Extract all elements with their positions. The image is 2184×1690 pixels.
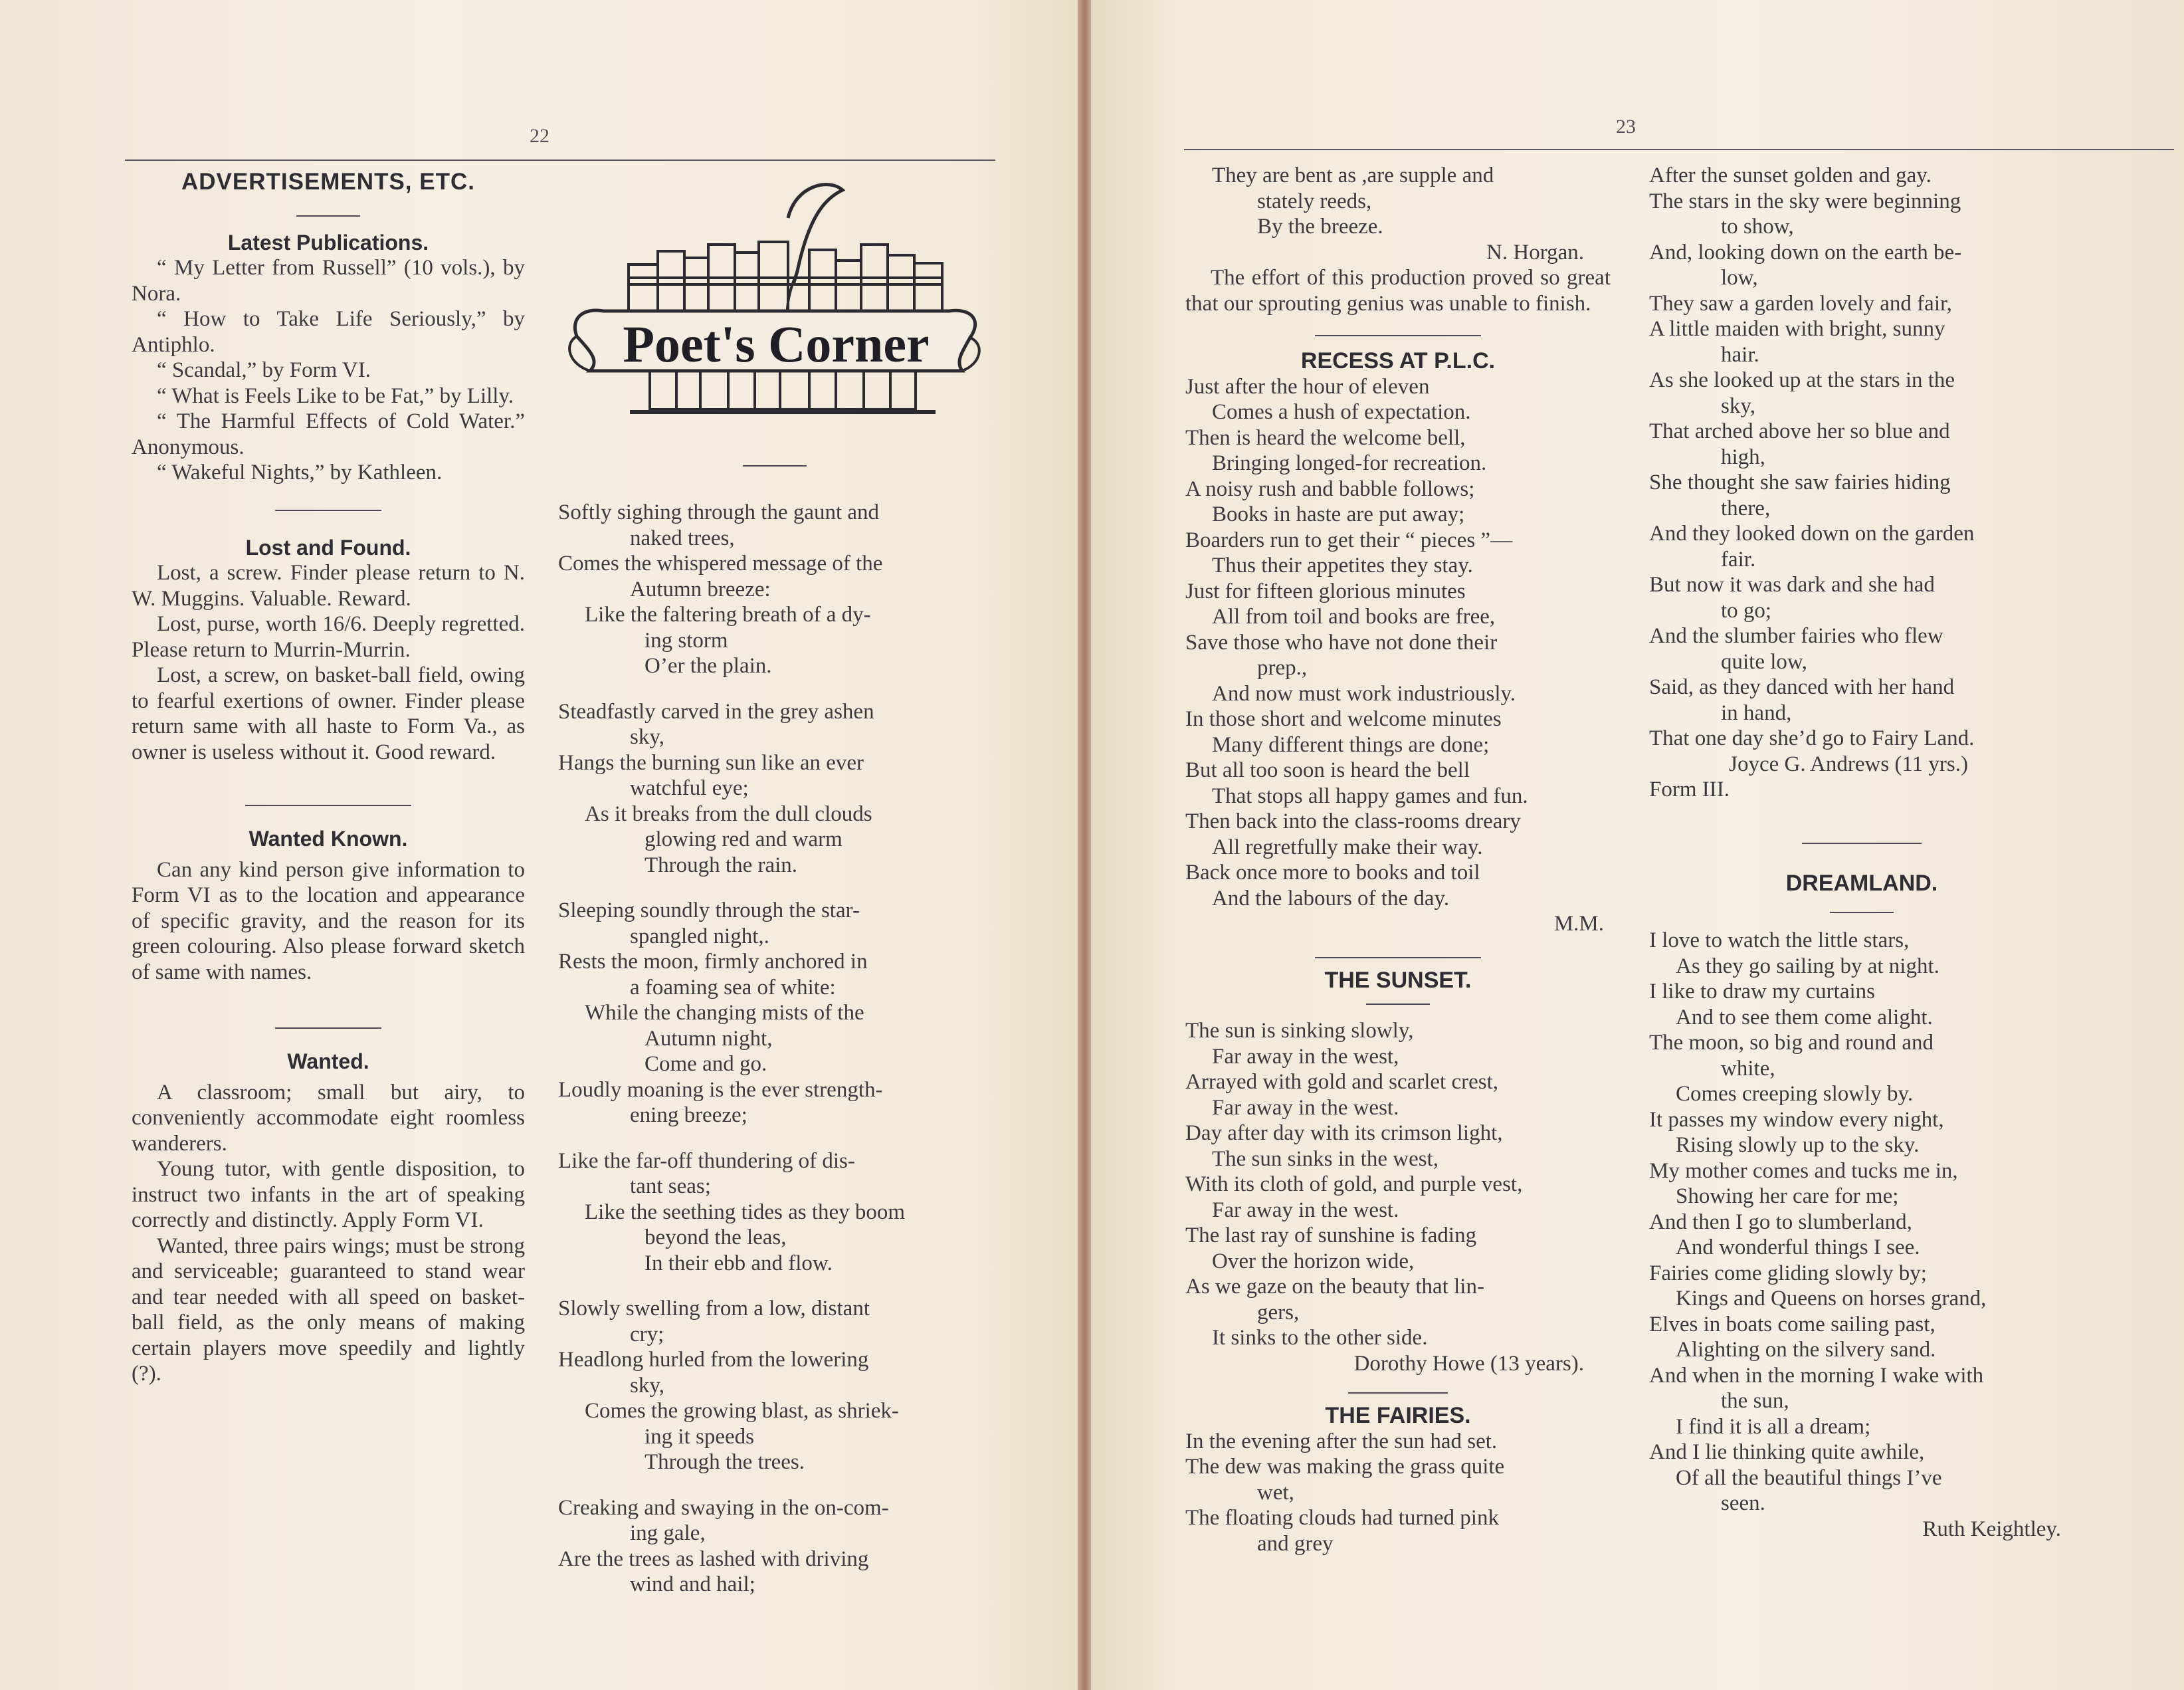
verse-line: The dew was making the grass quite xyxy=(1185,1455,1505,1479)
verse-line: The sun sinks in the west, xyxy=(1212,1146,1439,1171)
lost-found-list xyxy=(132,560,525,765)
page-number-left: 22 xyxy=(530,125,549,147)
verse-line: ening breeze; xyxy=(630,1103,747,1127)
divider xyxy=(275,510,381,511)
verse-line: Then back into the class-rooms dreary xyxy=(1185,809,1521,833)
sunset-heading: THE SUNSET. xyxy=(1324,967,1472,993)
verse-line: Sleeping soundly through the star- xyxy=(558,898,860,922)
verse-line: I love to watch the little stars, xyxy=(1649,928,1910,952)
divider xyxy=(245,805,411,806)
verse-line: Autumn breeze: xyxy=(630,577,771,601)
verse-line: Boarders run to get their “ pieces ”— xyxy=(1185,528,1513,552)
verse-line: Just for fifteen glorious minutes xyxy=(1185,579,1466,603)
verse-line: Come and go. xyxy=(645,1052,767,1076)
verse-line: Said, as they danced with her hand xyxy=(1649,675,1955,699)
verse-line: Elves in boats come sailing past, xyxy=(1649,1312,1936,1336)
wanted-known-item: Can any kind person give information to Form VI as to the location and appearance of specific gravity, and the reason for its green colouring. Also please forward sketch of same with names. xyxy=(132,857,525,984)
verse-line: Back once more to books and toil xyxy=(1185,861,1480,885)
divider xyxy=(296,215,360,217)
verse-line: to show, xyxy=(1721,215,1794,239)
verse-line: Far away in the west. xyxy=(1212,1095,1399,1120)
verse-line: prep., xyxy=(1257,656,1308,680)
right-column-2 xyxy=(1649,163,2074,1542)
verse-line: wet, xyxy=(1257,1480,1294,1505)
verse-line: naked trees, xyxy=(630,526,735,550)
publication-item: “ The Harmful Effects of Cold Water.” Anonymous. xyxy=(132,409,525,459)
recess-heading: RECESS AT P.L.C. xyxy=(1300,348,1496,373)
divider xyxy=(1315,957,1481,958)
verse-line: But now it was dark and she had xyxy=(1649,573,1935,597)
verse-line: cry; xyxy=(630,1322,664,1346)
wanted-item: A classroom; small but airy, to conveniently accommodate eight roomless wanderers. xyxy=(132,1080,525,1156)
verse-line: All from toil and books are free, xyxy=(1212,605,1496,629)
verse-line: That one day she’d go to Fairy Land. xyxy=(1649,726,1975,750)
verse-line: And now must work industriously. xyxy=(1212,681,1516,706)
verse-line: But all too soon is heard the bell xyxy=(1185,758,1470,782)
verse-line: With its cloth of gold, and purple vest, xyxy=(1185,1172,1523,1196)
verse-line: As we gaze on the beauty that lin- xyxy=(1185,1275,1484,1299)
verse-line: A little maiden with bright, sunny xyxy=(1649,317,1945,341)
verse-line: In those short and welcome minutes xyxy=(1185,707,1502,731)
verse-line: It sinks to the other side. xyxy=(1212,1326,1428,1350)
verse-line: While the changing mists of the xyxy=(585,1001,864,1025)
verse-line: Of all the beautiful things I’ve xyxy=(1676,1465,1942,1490)
verse-line xyxy=(558,1276,991,1296)
verse-line: That arched above her so blue and xyxy=(1649,419,1950,443)
verse-line: I find it is all a dream; xyxy=(1676,1414,1871,1439)
verse-line: The floating clouds had turned pink xyxy=(1185,1506,1499,1530)
verse-line: By the breeze. xyxy=(1257,215,1383,239)
verse-line: Creaking and swaying in the on-com- xyxy=(558,1495,889,1520)
verse-line: the sun, xyxy=(1721,1389,1789,1413)
verse-line: After the sunset golden and gay. xyxy=(1649,163,1932,187)
right-page xyxy=(1091,0,2184,1690)
verse-line: sky, xyxy=(1721,393,1755,418)
verse-line: They saw a garden lovely and fair, xyxy=(1649,291,1952,316)
verse-line: Day after day with its crimson light, xyxy=(1185,1121,1503,1145)
verse-line xyxy=(558,1128,991,1148)
verse-line: sky, xyxy=(630,1373,664,1398)
verse-line: As they go sailing by at night. xyxy=(1676,954,1939,978)
verse-line: I like to draw my curtains xyxy=(1649,980,1875,1003)
fairies-heading: THE FAIRIES. xyxy=(1325,1403,1471,1428)
verse-line: quite low, xyxy=(1721,649,1807,674)
right-column-1 xyxy=(1185,163,1611,1556)
dreamland-heading: DREAMLAND. xyxy=(1785,870,1938,896)
verse-line: Fairies come gliding slowly by; xyxy=(1649,1261,1927,1285)
divider xyxy=(1348,1392,1448,1394)
publication-item: “ Scandal,” by Form VI. xyxy=(157,358,371,382)
latest-publications-list xyxy=(132,255,525,486)
verse-line: They are bent as ,are supple and xyxy=(1212,163,1494,187)
advertisements-column xyxy=(132,169,525,1387)
quill-icon xyxy=(788,185,843,284)
poets-corner-title: Poet's Corner xyxy=(623,315,930,373)
wanted-item: Wanted, three pairs wings; must be strong and serviceable; guaranteed to stand wear and tear needed with all speed on basket-ball field, as the only means of making certain players move speedily and lightly (?). xyxy=(132,1233,525,1386)
divider xyxy=(1315,335,1481,336)
header-rule-left xyxy=(125,159,995,161)
verse-line: high, xyxy=(1721,445,1765,469)
verse-line: The sun is sinking slowly, xyxy=(1185,1019,1414,1043)
verse-line: Like the far-off thundering of dis- xyxy=(558,1148,855,1173)
verse-line: Thus their appetites they stay. xyxy=(1212,554,1473,578)
verse-line: Like the faltering breath of a dy- xyxy=(585,603,871,627)
verse-line: And wonderful things I see. xyxy=(1676,1235,1920,1259)
verse-line: gers, xyxy=(1257,1300,1300,1324)
sunset-author: Dorothy Howe (13 years). xyxy=(1353,1351,1584,1376)
fairies-lines xyxy=(1185,1429,1611,1557)
verse-line: The stars in the sky were beginning xyxy=(1649,189,1961,213)
verse-line: And the labours of the day. xyxy=(1212,886,1450,910)
verse-line: Books in haste are put away; xyxy=(1212,502,1465,526)
divider xyxy=(1830,912,1894,913)
verse-line: As she looked up at the stars in the xyxy=(1649,368,1955,392)
verse-line: sky, xyxy=(630,725,664,749)
verse-line: to go; xyxy=(1721,598,1772,623)
verse-line: Loudly moaning is the ever strength- xyxy=(558,1077,883,1102)
poets-corner-banner xyxy=(563,178,989,432)
lost-found-heading: Lost and Found. xyxy=(245,535,411,560)
verse-line: Headlong hurled from the lowering xyxy=(558,1348,869,1372)
verse-line: Are the trees as lashed with driving xyxy=(558,1546,869,1571)
verse-line: Showing her care for me; xyxy=(1676,1184,1899,1208)
verse-line: Autumn night, xyxy=(645,1026,773,1051)
divider xyxy=(1802,843,1922,844)
poem-column xyxy=(558,465,991,1598)
verse-line: As it breaks from the dull clouds xyxy=(585,801,872,826)
verse-line: The moon, so big and round and xyxy=(1649,1031,1934,1055)
verse-line: And when in the morning I wake with xyxy=(1649,1363,1984,1388)
verse-line: Comes the growing blast, as shriek- xyxy=(585,1399,899,1423)
verse-line: Hangs the burning sun like an ever xyxy=(558,750,864,775)
verse-line: My mother comes and tucks me in, xyxy=(1649,1158,1958,1183)
verse-line xyxy=(558,679,991,699)
verse-line: and grey xyxy=(1257,1531,1334,1556)
page-number-right: 23 xyxy=(1616,116,1636,138)
verse-line: fair. xyxy=(1721,547,1756,572)
verse-line: in hand, xyxy=(1721,700,1792,725)
verse-line: Then is heard the welcome bell, xyxy=(1185,425,1466,450)
sunset-lines xyxy=(1185,1018,1611,1351)
verse-line: In the evening after the sun had set. xyxy=(1185,1429,1498,1453)
verse-line: glowing red and warm xyxy=(645,827,843,851)
publication-item: “ How to Take Life Seriously,” by Antiphlo. xyxy=(132,307,525,357)
wanted-item: Young tutor, with gentle disposition, to instruct two infants in the art of speaking correctly and distinctly. Apply Form VI. xyxy=(132,1157,525,1232)
left-page xyxy=(0,0,1082,1690)
verse-line: Softly sighing through the gaunt and xyxy=(558,500,880,524)
verse-line: Bringing longed-for recreation. xyxy=(1212,451,1487,475)
verse-line: All regretfully make their way. xyxy=(1212,835,1483,859)
poem-lines xyxy=(558,500,991,1598)
verse-line: Arrayed with gold and scarlet crest, xyxy=(1185,1070,1498,1094)
fairies-author: Joyce G. Andrews (11 yrs.) xyxy=(1729,752,1968,776)
verse-line: And they looked down on the garden xyxy=(1649,522,1975,546)
lost-found-item: Lost, a screw. Finder please return to N. W. Muggins. Valuable. Reward. xyxy=(132,561,525,611)
dreamland-author: Ruth Keightley. xyxy=(1922,1517,2061,1541)
verse-line: ing it speeds xyxy=(645,1424,754,1449)
divider xyxy=(275,1027,381,1029)
verse-line: Comes a hush of expectation. xyxy=(1212,400,1471,424)
publication-item: “ Wakeful Nights,” by Kathleen. xyxy=(157,461,443,484)
verse-line: That stops all happy games and fun. xyxy=(1212,784,1528,808)
recess-lines xyxy=(1185,374,1611,912)
divider xyxy=(1366,1003,1430,1005)
latest-publications-heading: Latest Publications. xyxy=(227,230,429,255)
dreamland-lines xyxy=(1649,928,2074,1517)
verse-line: Many different things are done; xyxy=(1212,732,1490,757)
verse-line: Rising slowly up to the sky. xyxy=(1676,1133,1920,1157)
verse-line: there, xyxy=(1721,496,1771,520)
fairies-form: Form III. xyxy=(1649,778,1730,801)
verse-line: tant seas; xyxy=(630,1174,711,1198)
verse-line: Just after the hour of eleven xyxy=(1185,374,1430,399)
lost-found-item: Lost, a screw, on basket-ball field, owing to fearful exertions of owner. Finder please return same with all haste to Form Va., as owner is useless without it. Good reward. xyxy=(132,663,525,764)
verse-line: O’er the plain. xyxy=(645,654,772,678)
verse-line: And I lie thinking quite awhile, xyxy=(1649,1440,1925,1464)
publication-item: “ My Letter from Russell” (10 vols.), by Nora. xyxy=(132,256,525,306)
verse-line: stately reeds, xyxy=(1257,189,1372,213)
verse-line: Far away in the west. xyxy=(1212,1198,1399,1222)
wanted-heading: Wanted. xyxy=(287,1049,369,1073)
verse-line: It passes my window every night, xyxy=(1649,1107,1944,1132)
verse-line: Comes the whispered message of the xyxy=(558,552,883,576)
verse-line: Slowly swelling from a low, distant xyxy=(558,1297,870,1320)
verse-line: spangled night,. xyxy=(630,924,769,948)
verse-line: Kings and Queens on horses grand, xyxy=(1676,1287,1987,1311)
verse-line: And the slumber fairies who flew xyxy=(1649,624,1943,648)
verse-line: Over the horizon wide, xyxy=(1212,1249,1415,1273)
verse-line: She thought she saw fairies hiding xyxy=(1649,471,1951,494)
verse-line: ing gale, xyxy=(630,1521,706,1545)
verse-line xyxy=(558,878,991,898)
continuation-author: N. Horgan. xyxy=(1486,240,1584,264)
continuation-lines xyxy=(1185,163,1611,240)
verse-line: A noisy rush and babble follows; xyxy=(1185,476,1475,501)
verse-line: The last ray of sunshine is fading xyxy=(1185,1223,1477,1247)
fairies-lines-continued xyxy=(1649,163,2074,752)
verse-line: In their ebb and flow. xyxy=(645,1251,833,1275)
verse-line: ing storm xyxy=(645,628,728,653)
verse-line: low, xyxy=(1721,266,1758,290)
verse-line: Steadfastly carved in the grey ashen xyxy=(558,699,874,724)
verse-line xyxy=(558,1475,991,1495)
lost-found-item: Lost, purse, worth 16/6. Deeply regretted. Please return to Murrin-Murrin. xyxy=(132,612,525,662)
verse-line: Like the seething tides as they boom xyxy=(585,1200,906,1224)
verse-line: Rests the moon, firmly anchored in xyxy=(558,950,868,974)
verse-line: And to see them come alight. xyxy=(1676,1005,1933,1029)
verse-line: Save those who have not done their xyxy=(1185,630,1498,655)
verse-line: And then I go to slumberland, xyxy=(1649,1210,1912,1234)
verse-line: white, xyxy=(1721,1056,1775,1081)
verse-line: And, looking down on the earth be- xyxy=(1649,240,1962,264)
recess-author: M.M. xyxy=(1553,912,1604,936)
verse-line: Alighting on the silvery sand. xyxy=(1676,1338,1936,1362)
header-rule-right xyxy=(1184,149,2174,150)
divider xyxy=(743,465,807,467)
verse-line: hair. xyxy=(1721,342,1759,367)
verse-line: beyond the leas, xyxy=(645,1225,787,1249)
verse-line: watchful eye; xyxy=(630,776,749,800)
verse-line: Comes creeping slowly by. xyxy=(1676,1082,1914,1106)
advertisements-heading: ADVERTISEMENTS, ETC. xyxy=(181,169,475,195)
verse-line: wind and hail; xyxy=(630,1572,755,1596)
verse-line: Through the rain. xyxy=(645,853,798,877)
verse-line: Through the trees. xyxy=(645,1450,805,1474)
wanted-list xyxy=(132,1080,525,1387)
wanted-known-list xyxy=(132,857,525,986)
verse-line: Far away in the west, xyxy=(1212,1044,1399,1069)
publication-item: “ What is Feels Like to be Fat,” by Lilly. xyxy=(157,383,514,408)
continuation-note: The effort of this production proved so great that our sprouting genius was unable to finish. xyxy=(1185,266,1611,316)
verse-line: seen. xyxy=(1721,1491,1765,1515)
wanted-known-heading: Wanted Known. xyxy=(248,827,408,851)
verse-line: a foaming sea of white: xyxy=(630,975,836,1000)
